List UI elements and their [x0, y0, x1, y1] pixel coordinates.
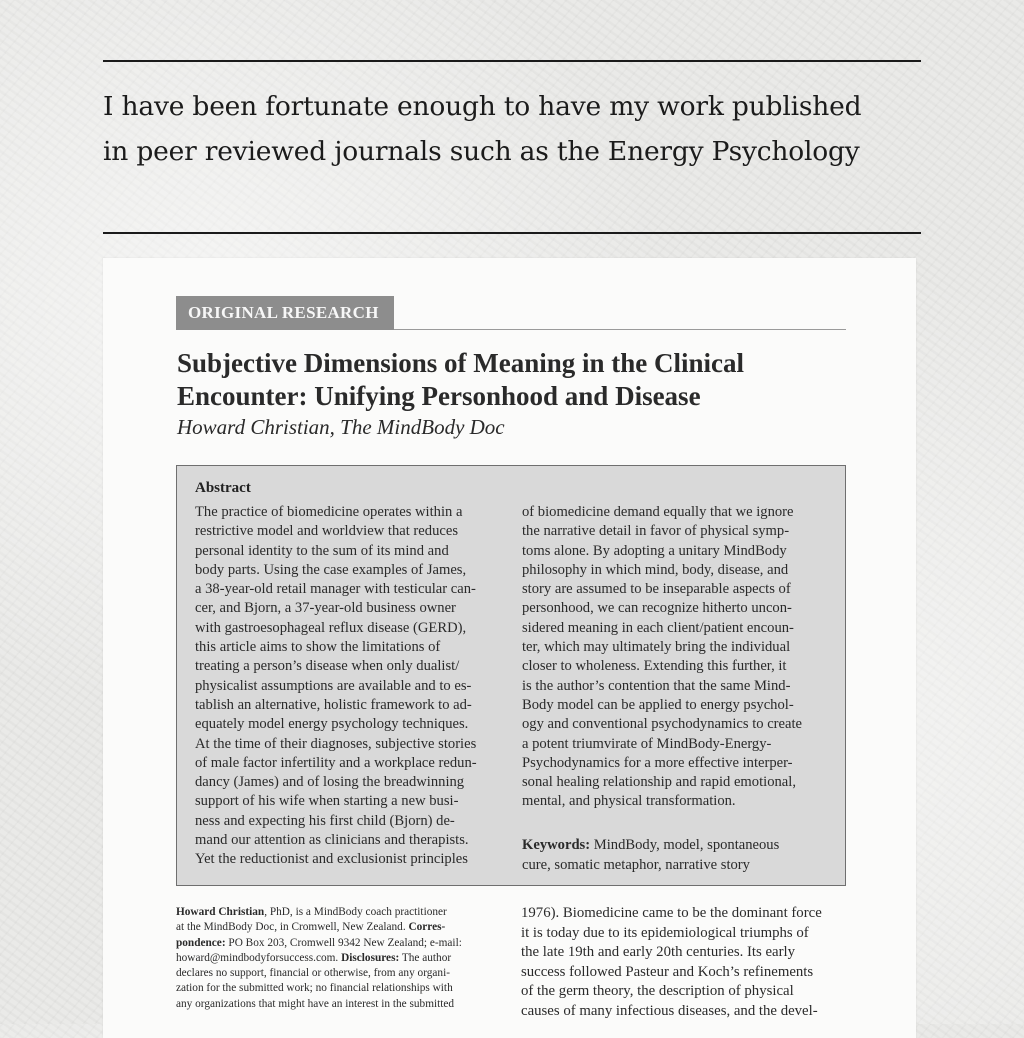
keywords	[522, 836, 837, 875]
abstract-heading: Abstract	[195, 480, 251, 496]
abstract-line: physicalist assumptions are available and to es-	[195, 677, 472, 694]
abstract-line: Yet the reductionist and exclusionist principles	[195, 851, 468, 868]
body-line: 1976). Biomedicine came to be the dominant force	[521, 905, 822, 921]
footnote-label: pondence:	[176, 936, 226, 949]
journal-page-image	[103, 258, 916, 1038]
bottom-divider	[103, 232, 921, 234]
footnote-line: declares no support, financial or otherwise, from any organi-	[176, 967, 450, 980]
abstract-line: of biomedicine demand equally that we ignore	[522, 504, 794, 520]
footnote-line	[176, 920, 511, 935]
article-title	[177, 347, 857, 413]
abstract-line: ogy and conventional psychodynamics to create	[522, 716, 803, 733]
abstract-line: support of his wife when starting a new busi-	[195, 793, 459, 810]
author-footnote	[176, 905, 511, 1012]
footnote-email: howard@mindbodyforsuccess.com.	[176, 951, 342, 964]
abstract-line: philosophy in which mind, body, disease, and	[522, 561, 789, 578]
keywords-line	[522, 836, 837, 856]
body-line: of the germ theory, the description of physical	[521, 983, 794, 999]
abstract-line: closer to wholeness. Extending this further, it	[522, 658, 787, 675]
abstract-line: ter, which may ultimately bring the individual	[522, 639, 791, 656]
keywords-text: MindBody, model, spontaneous	[593, 837, 780, 853]
abstract-line: the narrative detail in favor of physical symp-	[522, 523, 790, 540]
abstract-line: mental, and physical transformation.	[522, 793, 736, 810]
footnote-line	[176, 905, 511, 920]
article-authors: Howard Christian, The MindBody Doc	[177, 415, 505, 439]
abstract-line: restrictive model and worldview that reduces	[195, 523, 459, 540]
footnote-text: The author	[399, 951, 452, 964]
footnote-text: PO Box 203, Cromwell 9342 New Zealand; e-mail:	[225, 936, 462, 949]
abstract-line: treating a person’s disease when only dualist/	[195, 658, 460, 675]
abstract-line: toms alone. By adopting a unitary MindBody	[522, 542, 787, 559]
title-line: Encounter: Unifying Personhood and Disease	[177, 381, 701, 411]
keywords-line: cure, somatic metaphor, narrative story	[522, 856, 750, 873]
abstract-line: Psychodynamics for a more effective interper-	[522, 754, 793, 771]
footnote-line: any organizations that might have an interest in the submitted	[176, 997, 455, 1010]
abstract-line: At the time of their diagnoses, subjective stories	[195, 735, 477, 752]
footnote-line: zation for the submitted work; no financial relationships with	[176, 982, 453, 995]
body-line: the late 19th and early 20th centuries. Its early	[521, 944, 796, 960]
abstract-right-column	[522, 503, 832, 812]
abstract-line: personhood, we can recognize hitherto uncon-	[522, 600, 792, 617]
body-line: it is today due to its epidemiological triumphs of	[521, 924, 809, 941]
abstract-line: personal identity to the sum of its mind and	[195, 542, 449, 559]
abstract-line: is the author’s contention that the same Mind-	[522, 677, 791, 694]
abstract-left-column	[195, 503, 505, 870]
abstract-line: body parts. Using the case examples of James,	[195, 561, 467, 578]
abstract-line: a 38-year-old retail manager with testicular can-	[195, 581, 476, 598]
abstract-line: this article aims to show the limitations of	[195, 639, 441, 656]
abstract-line: cer, and Bjorn, a 37-year-old business owner	[195, 600, 456, 617]
abstract-line: sonal healing relationship and rapid emotional,	[522, 774, 796, 791]
keywords-label: Keywords:	[522, 837, 591, 853]
abstract-line: equately model energy psychology techniques.	[195, 716, 469, 733]
abstract-line: a potent triumvirate of MindBody-Energy-	[522, 735, 772, 752]
body-line: success followed Pasteur and Koch’s refinements	[521, 963, 814, 980]
abstract-line: Body model can be applied to energy psychol-	[522, 696, 794, 713]
footnote-line	[176, 936, 511, 951]
abstract-line: mand our attention as clinicians and therapists.	[195, 832, 469, 849]
footnote-label: Disclosures:	[341, 951, 400, 964]
abstract-line: of male factor infertility and a workplace redun-	[195, 754, 477, 771]
footnote-label: Corres-	[408, 921, 446, 934]
title-line: Subjective Dimensions of Meaning in the Clinical	[177, 348, 745, 378]
abstract-line: dancy (James) and of losing the breadwinning	[195, 774, 465, 791]
body-text-column	[521, 904, 851, 1021]
section-rule	[394, 329, 846, 330]
abstract-line: tablish an alternative, holistic framework to ad-	[195, 696, 472, 713]
footnote-text: , PhD, is a MindBody coach practitioner	[264, 906, 447, 918]
quote-line: in peer reviewed journals such as the Energy Psychology	[103, 136, 860, 167]
abstract-line: The practice of biomedicine operates within a	[195, 504, 463, 520]
top-divider	[103, 60, 921, 62]
abstract-box	[176, 465, 846, 886]
abstract-line: story are assumed to be inseparable aspects of	[522, 581, 791, 598]
intro-quote	[103, 84, 933, 174]
author-name: Howard Christian	[176, 906, 265, 918]
abstract-line: with gastroesophageal reflux disease (GERD),	[195, 619, 467, 636]
section-tag: ORIGINAL RESEARCH	[176, 296, 394, 330]
quote-line: I have been fortunate enough to have my work published	[103, 91, 862, 122]
abstract-line: sidered meaning in each client/patient encoun-	[522, 619, 794, 636]
footnote-text: at the MindBody Doc, in Cromwell, New Zealand.	[176, 921, 409, 934]
footnote-line	[176, 951, 511, 966]
abstract-line: ness and expecting his first child (Bjorn) de-	[195, 812, 455, 829]
body-line: causes of many infectious diseases, and the devel-	[521, 1002, 818, 1019]
